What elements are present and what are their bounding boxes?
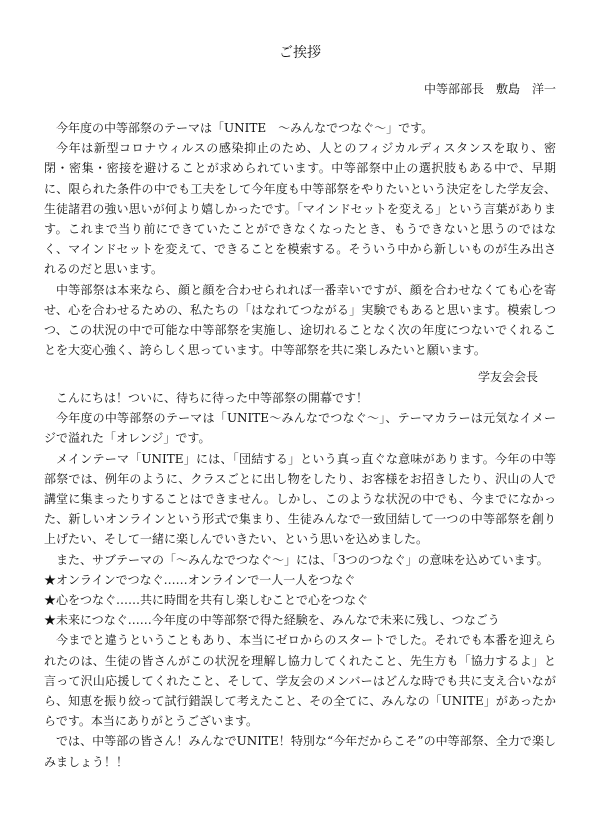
paragraph: 今までと違うということもあり、本当にゼロからのスタートでした。それでも本番を迎えられたのは、生徒の皆さんがこの状況を理解し協力してくれたこと、先生方も「協力するよ」と言って沢山応援してくれたこと、そして、学友会のメンバーはどんな時でも共に支え合いながら、知恵を振り絞って試行錯誤して考えたこと、その全てに、みんなの「UNITE」があったからです。本当にありがとうございます。	[44, 633, 556, 729]
section2-author: 学友会会長	[477, 370, 538, 384]
paragraph: 今年度の中等部祭のテーマは「UNITE ～みんなでつなぐ～」です。	[56, 121, 434, 135]
section1-body	[44, 118, 556, 360]
star-item: ★心をつなぐ……共に時間を共有し楽しむことで心をつなぐ	[44, 593, 369, 608]
section1-author: 中等部部長 敷島 洋一	[423, 82, 556, 96]
paragraph: また、サブテーマの「～みんなでつなぐ～」には、「3つのつなぐ」の意味を込めています。	[56, 552, 549, 567]
star-item: ★オンラインでつなぐ……オンラインで一人一人をつなぐ	[44, 572, 356, 587]
paragraph: 中等部祭は本来なら、顔と顔を合わせられれば一番幸いですが、顔を合わせなくても心を寄せ、心を合わせるための、私たちの「はなれてつながる」実験でもあると思います。模索しつつ、この状況の中で可能な中等部祭を実施し、途切れることなく次の年度につないでくれることを大変心強く、誇らしく思っています。中等部祭を共に楽しみたいと願います。	[44, 282, 556, 358]
paragraph: 今年度の中等部祭のテーマは「UNITE～みんなでつなぐ～」、テーマカラーは元気なイメージで溢れた「オレンジ」です。	[44, 411, 556, 446]
paragraph: では、中等部の皆さん！みんなでUNITE！特別な“今年だからこそ”の中等部祭、全力で楽しみましょう！！	[44, 734, 556, 769]
paragraph: 今年は新型コロナウィルスの感染抑止のため、人とのフィジカルディスタンスを取り、密閉・密集・密接を避けることが求められています。中等部祭中止の選択肢もある中で、早期に、限られた条件の中でも工夫をして今年度も中等部祭をやりたいという決定をした学友会、生徒諸君の強い思いが何より嬉しかったです。「マインドセットを変える」という言葉があります。これまで当り前にできていたことができなくなったとき、もうできないと思うのではなく、マインドセットを変えて、できることを模索する。そういう中から新しいものが生み出されるのだと思います。	[44, 141, 556, 277]
paragraph: こんにちは！ついに、待ちに待った中等部祭の開幕です！	[56, 391, 369, 405]
section2-body	[44, 388, 556, 772]
paragraph: メインテーマ「UNITE」には、「団結する」という真っ直ぐな意味があります。今年の中等部祭では、例年のように、クラスごとに出し物をしたり、お客様をお招きしたり、沢山の人で講堂に集まったりすることはできません。しかし、このような状況の中でも、今までになかった、新しいオンラインという形式で集まり、生徒みんなで一致団結して一つの中等部祭を創り上げたい、そして一緒に楽しんでいきたい、という思いを込めました。	[44, 451, 556, 547]
star-item: ★未来につなぐ……今年度の中等部祭で得た経験を、みんなで未来に残し、つなごう	[44, 613, 500, 628]
page-title: ご挨拶	[279, 45, 321, 61]
